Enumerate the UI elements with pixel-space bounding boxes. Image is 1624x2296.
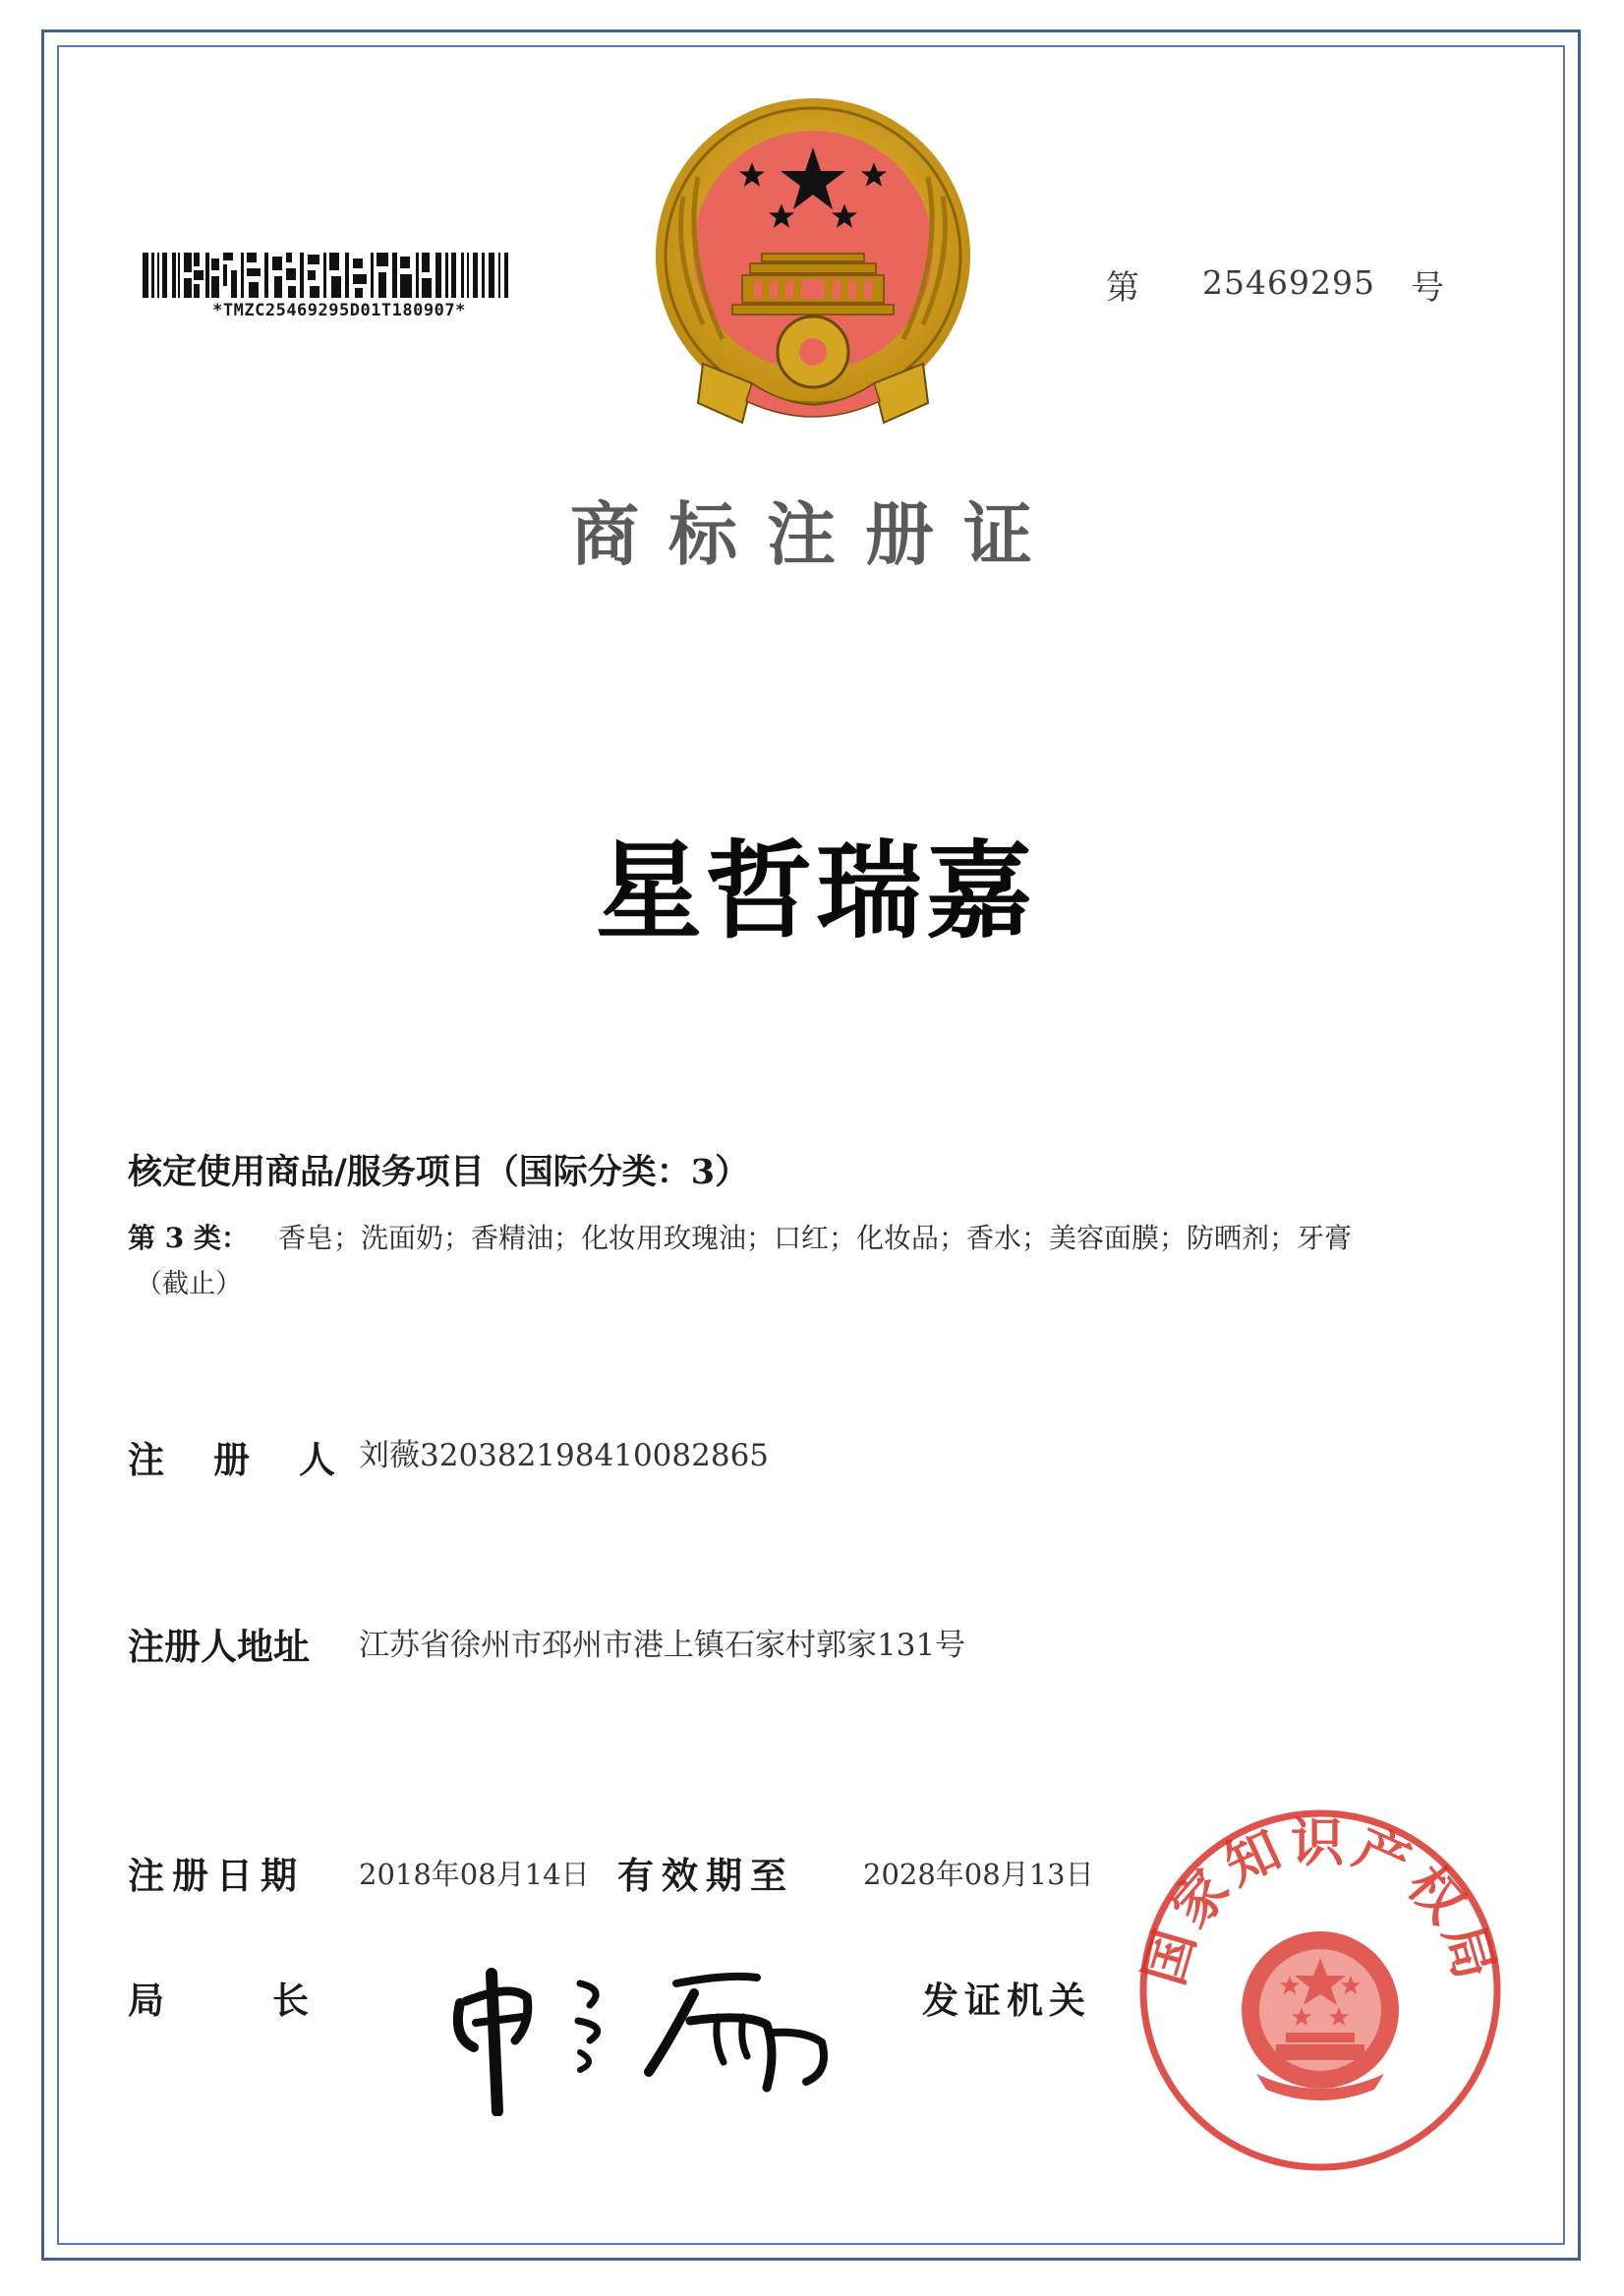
registration-date-value: 2018年08月14日 [359,1858,590,1891]
issuing-authority-label: 发证机关 [922,1979,1091,2022]
certificate-number-prefix: 第 [1106,268,1139,308]
address-value: 江苏省徐州市邳州市港上镇石家村郭家131号 [359,1628,966,1663]
certificate-number-value: 25469295 [1202,263,1375,302]
certificate-number-suffix: 号 [1411,268,1444,308]
national-emblem-icon [644,88,983,457]
goods-items: 香皂；洗面奶；香精油；化妆用玫瑰油；口红；化妆品；香水；美容面膜；防晒剂；牙膏 [277,1222,1352,1254]
goods-closing: （截止） [136,1269,242,1299]
barcode-code-text: *TMZC25469295D01T180907* [212,301,466,320]
goods-heading: 核定使用商品/服务项目（国际分类：3） [128,1152,750,1192]
director-signature [433,1915,865,2116]
certificate-title: 商标注册证 [570,493,1062,575]
certificate-number [1096,260,1470,310]
seal-text: 国家知识产权局 [1131,1810,1509,1992]
barcode [143,251,536,300]
registrant-value: 刘薇320382198410082865 [359,1438,770,1473]
address-label: 注册人地址 [128,1625,310,1668]
valid-until-label: 有效期至 [617,1854,794,1897]
goods-line [128,1217,1352,1256]
goods-class-label: 第 3 类： [128,1222,249,1254]
valid-until-value: 2028年08月13日 [863,1858,1094,1891]
registration-date-label: 注册日期 [128,1854,305,1897]
trademark-name: 星哲瑞嘉 [595,831,1036,953]
director-label: 局长 [128,1979,417,2022]
official-seal-icon [1129,1799,1512,2182]
registrant-label: 注册人 [128,1438,384,1481]
